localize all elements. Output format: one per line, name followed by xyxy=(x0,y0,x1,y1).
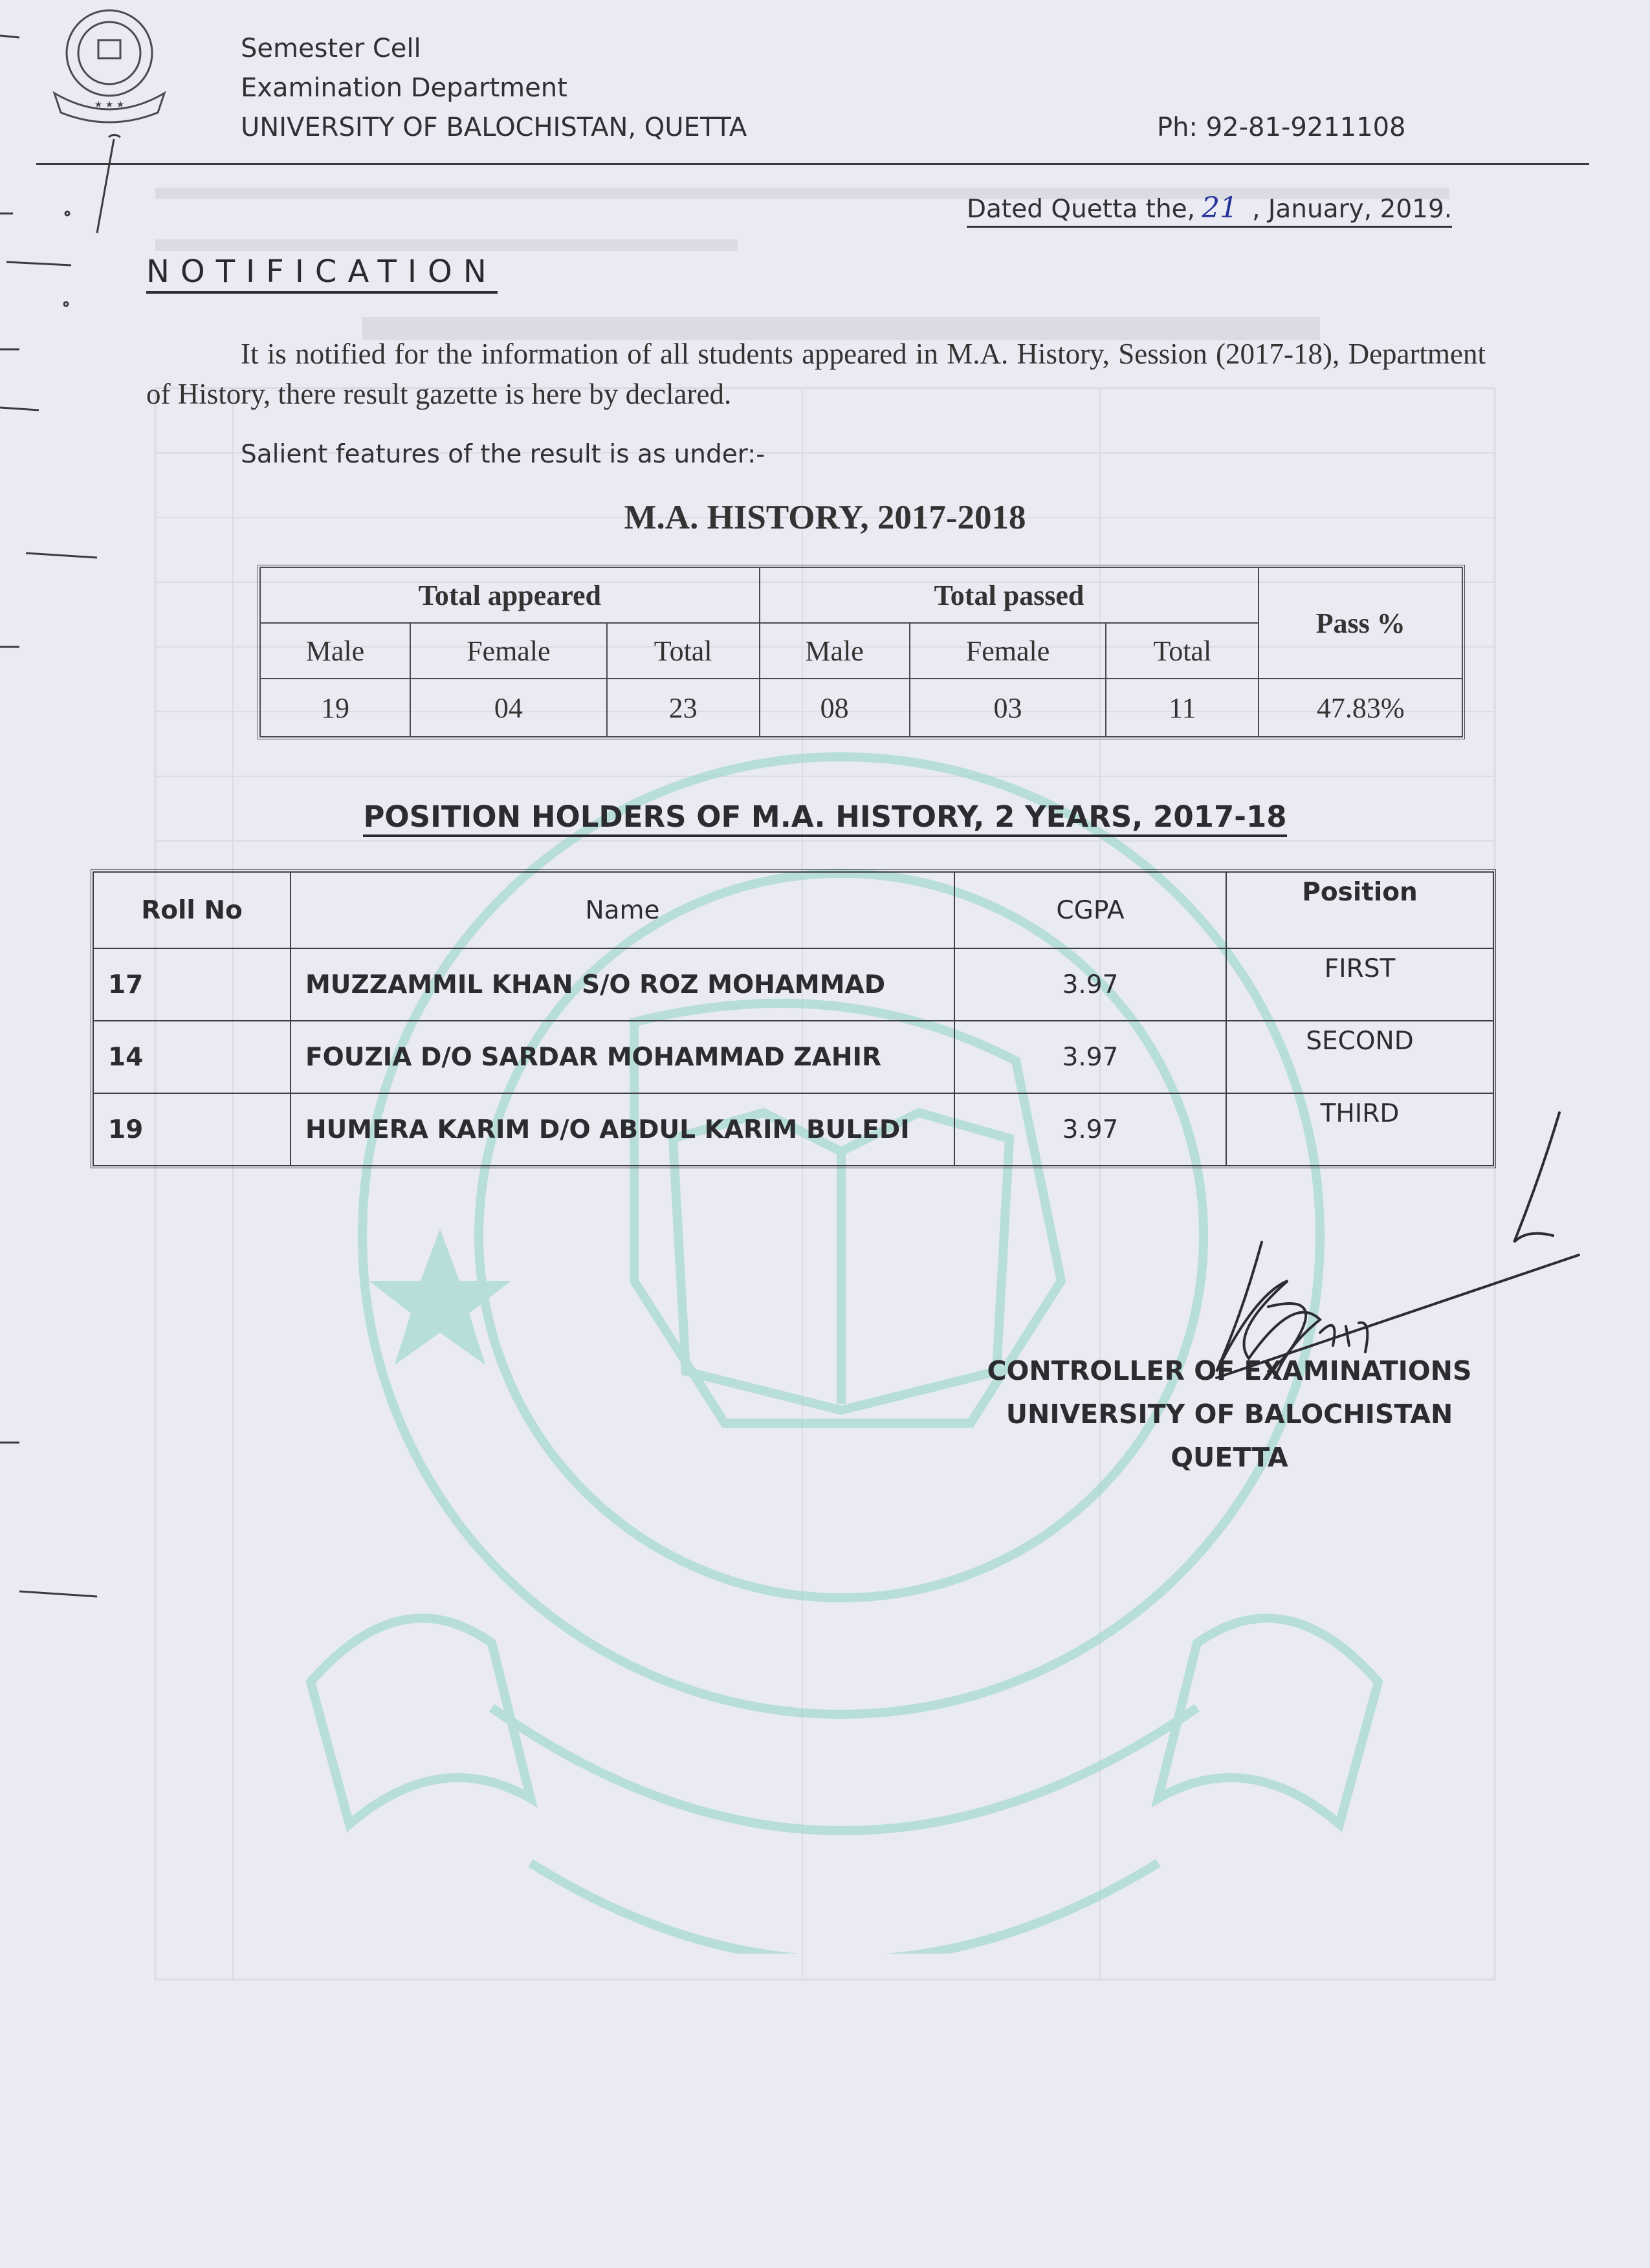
cgpa-cell: 3.97 xyxy=(954,1093,1226,1166)
header-semester-cell: Semester Cell xyxy=(241,34,421,63)
appeared-female-header: Female xyxy=(410,623,607,679)
passed-male-header: Male xyxy=(760,623,910,679)
header-department: Examination Department xyxy=(241,73,567,103)
margin-pen-marks xyxy=(0,0,142,1682)
summary-table-title: M.A. HISTORY, 2017-2018 xyxy=(624,499,1026,536)
appeared-total-header: Total xyxy=(607,623,760,679)
passed-female-header: Female xyxy=(910,623,1106,679)
passed-female-value: 03 xyxy=(910,679,1106,737)
header-divider xyxy=(36,163,1589,165)
dated-prefix: Dated Quetta the, xyxy=(967,195,1196,224)
name-cell: FOUZIA D/O SARDAR MOHAMMAD ZAHIR xyxy=(291,1021,954,1093)
roll-no-cell: 17 xyxy=(93,948,291,1021)
appeared-total-value: 23 xyxy=(607,679,760,737)
passed-total-value: 11 xyxy=(1106,679,1259,737)
cgpa-header: CGPA xyxy=(954,872,1226,948)
position-header: Position xyxy=(1226,872,1493,948)
passed-male-value: 08 xyxy=(760,679,910,737)
header-phone: Ph: 92-81-9211108 xyxy=(1157,113,1406,142)
table-row xyxy=(93,1021,1493,1093)
controller-title: CONTROLLER OF EXAMINATIONS xyxy=(987,1355,1472,1386)
controller-city: QUETTA xyxy=(1171,1442,1288,1473)
summary-table xyxy=(258,565,1465,739)
appeared-male-header: Male xyxy=(260,623,410,679)
positions-table-title-text: POSITION HOLDERS OF M.A. HISTORY, 2 YEARS, 2017-18 xyxy=(363,800,1286,837)
name-cell: HUMERA KARIM D/O ABDUL KARIM BULEDI xyxy=(291,1093,954,1166)
roll-no-header: Roll No xyxy=(93,872,291,948)
pass-percent-header: Pass % xyxy=(1259,567,1462,679)
notification-body: It is notified for the information of all students appeared in M.A. History, Session (2017-18), Department of History, there result gazette is here by declared. xyxy=(146,338,1486,410)
dated-suffix: , January, 2019. xyxy=(1252,195,1453,224)
roll-no-cell: 19 xyxy=(93,1093,291,1166)
passed-total-header: Total xyxy=(1106,623,1259,679)
position-cell: SECOND xyxy=(1226,1021,1493,1093)
dated-line xyxy=(967,191,1452,228)
dated-day-handwritten: 21 xyxy=(1202,191,1238,224)
svg-text:★ ★ ★: ★ ★ ★ xyxy=(94,100,125,110)
cgpa-cell: 3.97 xyxy=(954,1021,1226,1093)
cgpa-cell: 3.97 xyxy=(954,948,1226,1021)
notification-heading: NOTIFICATION xyxy=(146,254,498,294)
name-header: Name xyxy=(291,872,954,948)
positions-table-title xyxy=(0,800,1650,834)
appeared-female-value: 04 xyxy=(410,679,607,737)
roll-no-cell: 14 xyxy=(93,1021,291,1093)
appeared-male-value: 19 xyxy=(260,679,410,737)
salient-features-line: Salient features of the result is as under:- xyxy=(241,440,765,469)
position-cell: THIRD xyxy=(1226,1093,1493,1166)
table-row xyxy=(93,948,1493,1021)
pass-percent-value: 47.83% xyxy=(1259,679,1462,737)
total-passed-header: Total passed xyxy=(760,567,1259,623)
controller-university: UNIVERSITY OF BALOCHISTAN xyxy=(1006,1399,1453,1430)
total-appeared-header: Total appeared xyxy=(260,567,760,623)
name-cell: MUZZAMMIL KHAN S/O ROZ MOHAMMAD xyxy=(291,948,954,1021)
position-cell: FIRST xyxy=(1226,948,1493,1021)
header-university: UNIVERSITY OF BALOCHISTAN, QUETTA xyxy=(241,113,747,142)
